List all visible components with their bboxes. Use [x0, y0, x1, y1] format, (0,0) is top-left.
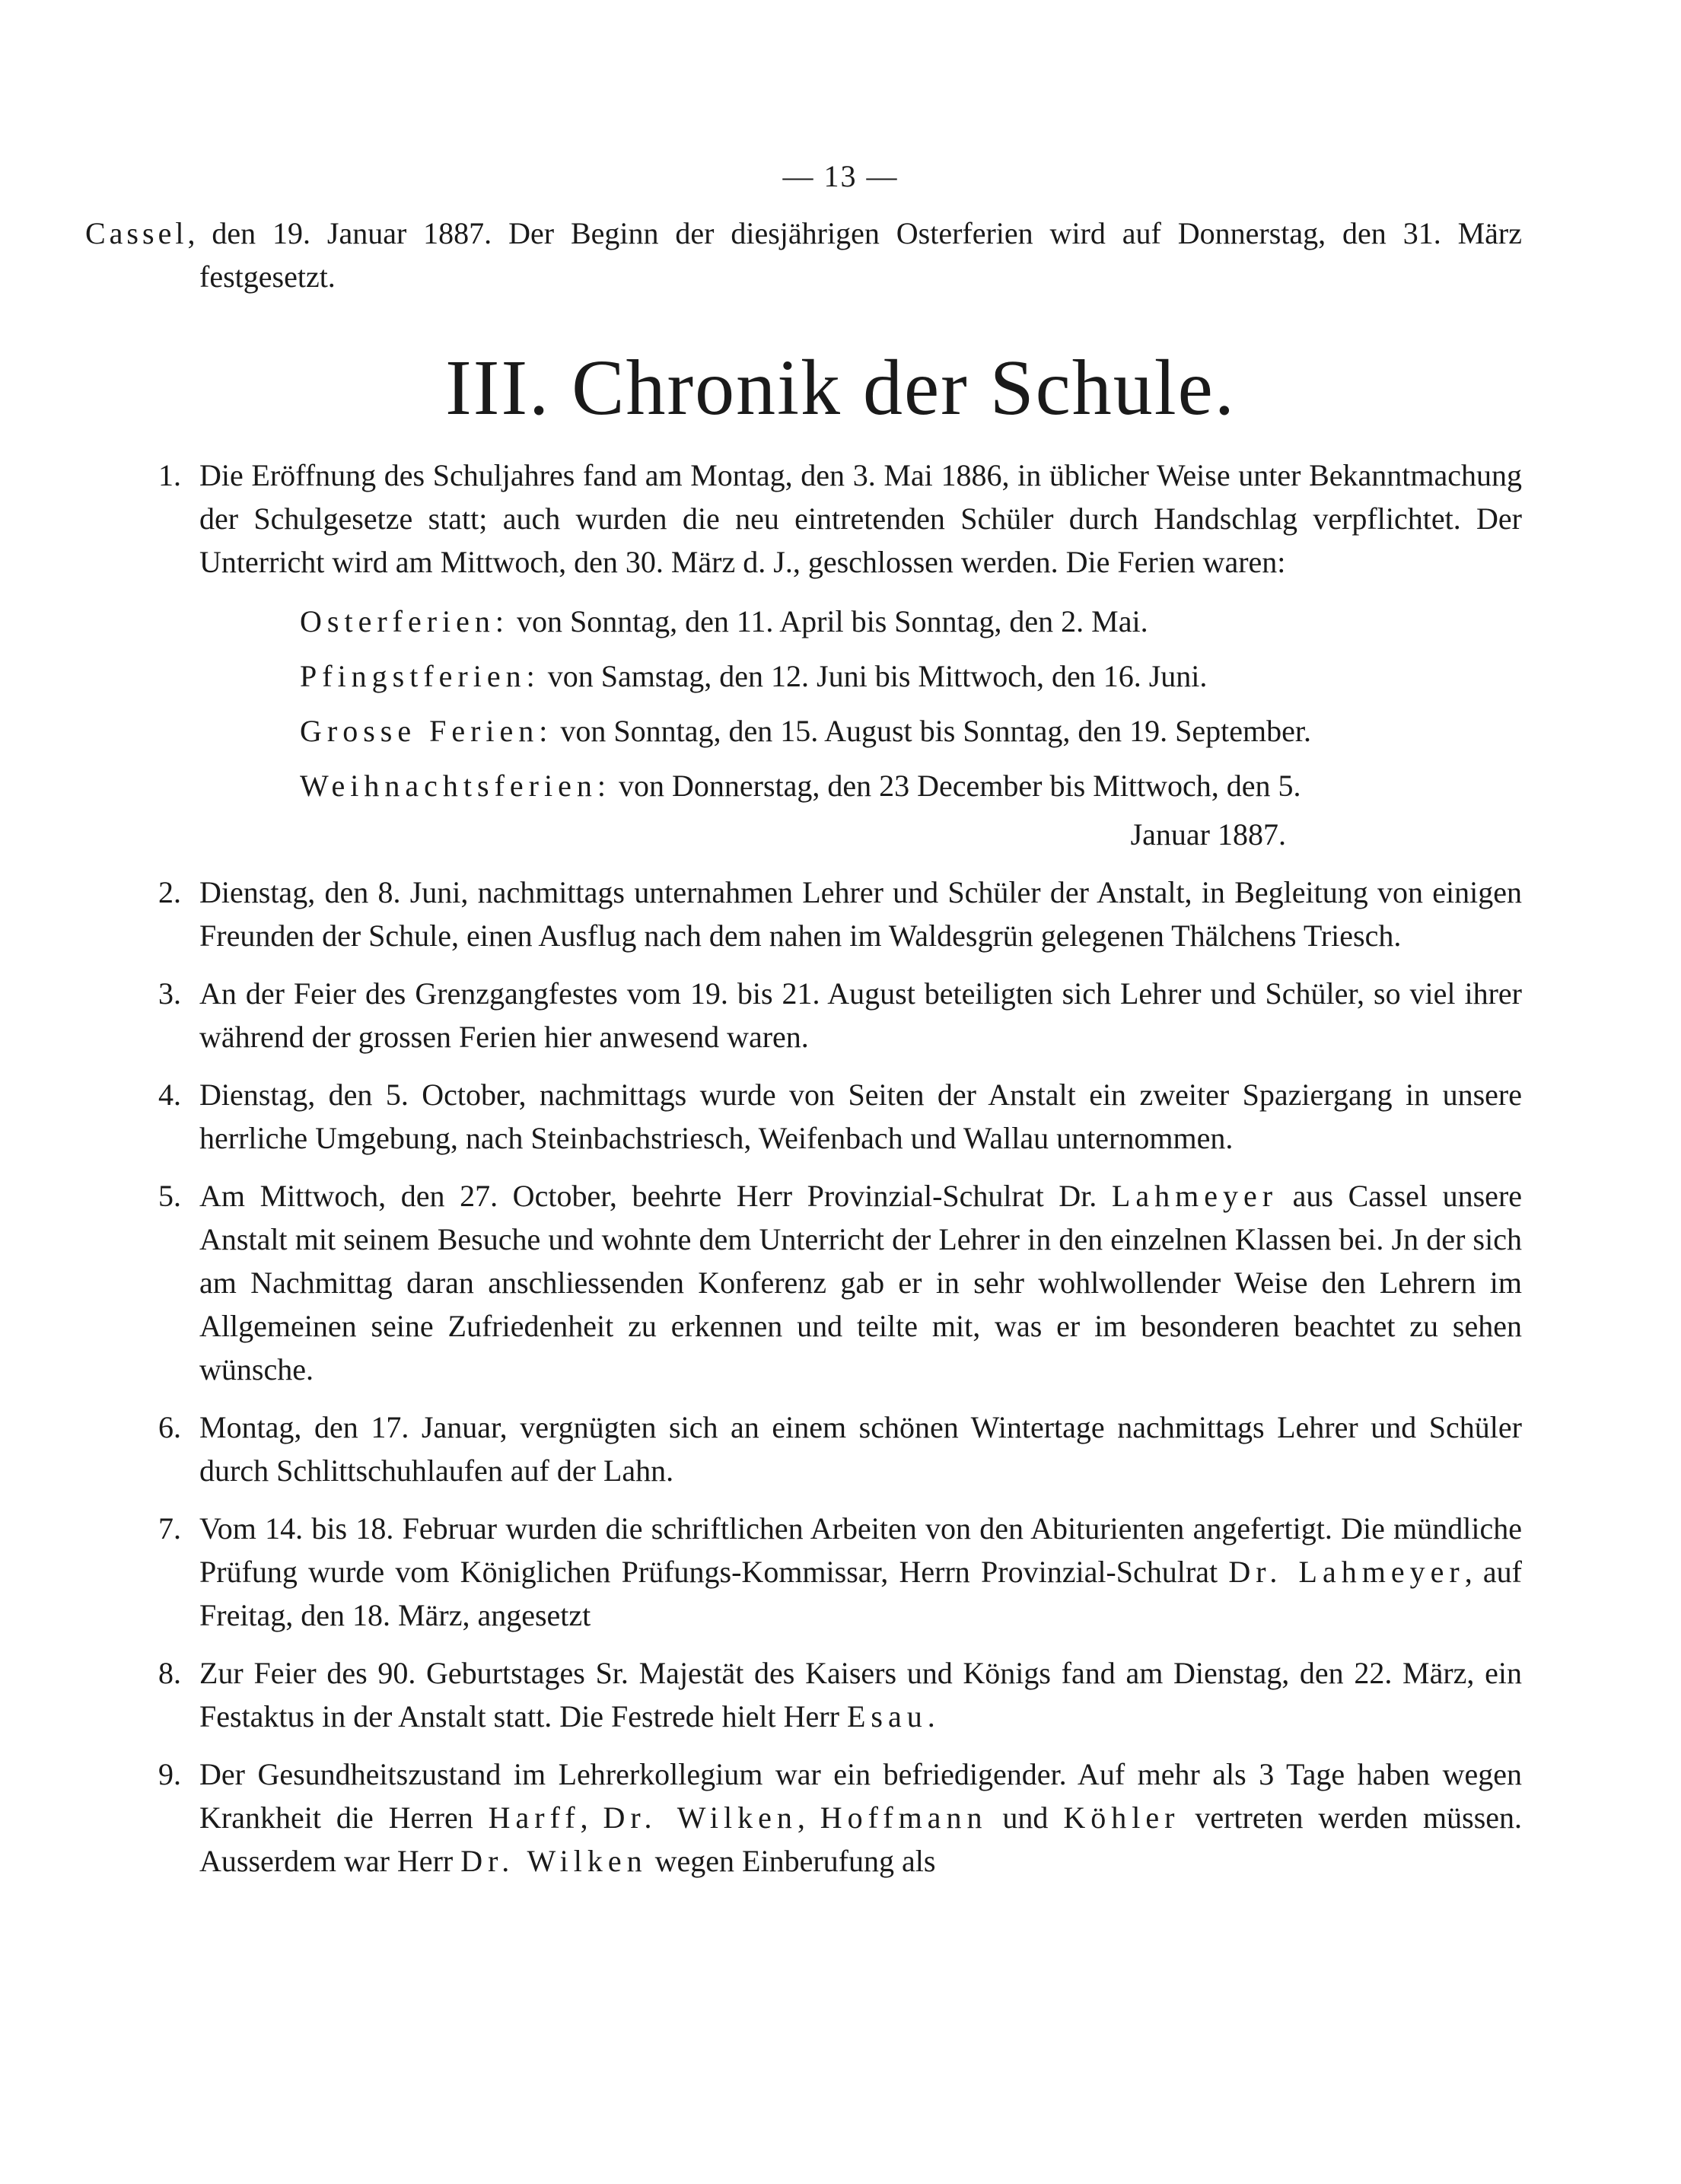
page-number: — 13 —	[782, 159, 899, 193]
item-number: 9.	[158, 1757, 181, 1791]
holiday-entry	[199, 704, 1522, 759]
item-number: 1.	[158, 458, 181, 492]
holiday-continuation: Januar 1887.	[1130, 817, 1286, 852]
person-name: Harff	[488, 1800, 581, 1835]
holiday-entry	[199, 594, 1522, 649]
item-text: Vom 14. bis 18. Februar wurden die schriftlichen Arbeiten von den Abiturienten angefertigt. Die mündliche Prüfung wurde vom Königlichen Prüfungs-Kommissar, Herrn Provinzial-Schulrat	[199, 1511, 1522, 1589]
item-number: 7.	[158, 1511, 181, 1546]
name-separator: ,	[580, 1800, 588, 1835]
person-name: Lahmeyer	[1111, 1179, 1278, 1213]
item-text: , auf Freitag, den 18. März, angesetzt	[199, 1555, 1523, 1632]
item-text: Am Mittwoch, den 27. October, beehrte Herr Provinzial-Schulrat Dr.	[199, 1179, 1097, 1213]
list-item	[85, 1651, 1522, 1738]
holiday-entry	[199, 759, 1522, 856]
item-text: Der Gesundheitszustand im Lehrerkollegium war ein befriedigender. Auf mehr als 3 Tage haben wegen Krankheit die Herren	[199, 1757, 1522, 1835]
holiday-dates: von Donnerstag, den 23 December bis Mittwoch, den 5.	[618, 769, 1301, 803]
list-item	[85, 1753, 1522, 1883]
item-number: 5.	[158, 1179, 181, 1213]
name-separator: und	[1002, 1800, 1049, 1835]
list-item	[85, 972, 1522, 1059]
chronicle-list	[85, 454, 1522, 1897]
holiday-name: Osterferien:	[300, 604, 510, 638]
person-name: Dr. Wilken	[603, 1800, 798, 1835]
holiday-name: Pfingstferien:	[300, 659, 540, 693]
intro-city: Cassel	[85, 216, 188, 250]
holiday-list	[199, 594, 1522, 856]
list-item	[85, 454, 1522, 856]
list-item	[85, 1073, 1522, 1160]
item-text: Die Eröffnung des Schuljahres fand am Montag, den 3. Mai 1886, in üblicher Weise unter Bekanntmachung der Schulgesetze statt; auch wurden die neu eintretenden Schüler durch Handschlag verpflichtet. Der Unterricht wird am Mittwoch, den 30. März d. J., geschlossen werden. Die Ferien waren:	[199, 458, 1522, 579]
item-text: Montag, den 17. Januar, vergnügten sich an einem schönen Wintertage nachmittags Lehrer und Schüler durch Schlittschuhlaufen auf der Lahn.	[199, 1410, 1522, 1488]
person-name: Hoffmann	[820, 1800, 988, 1835]
item-text: aus Cassel unsere Anstalt mit seinem Besuche und wohnte dem Unterricht der Lehrer in den einzelnen Klassen bei. Jn der sich am Nachmittag daran anschliessenden Konferenz gab er in sehr wohlwollender Weise den Lehrern im Allgemeinen seine Zufriedenheit zu erkennen und teilte mit, was er im besonderen beachtet zu sehen wünsche.	[199, 1179, 1523, 1386]
holiday-dates: von Sonntag, den 15. August bis Sonntag, den 19. September.	[560, 714, 1312, 748]
section-title: III. Chronik der Schule.	[445, 344, 1236, 431]
item-text: wegen Einberufung als	[654, 1844, 936, 1878]
holiday-entry	[199, 649, 1522, 704]
item-text: An der Feier des Grenzgangfestes vom 19. bis 21. August beteiligten sich Lehrer und Schüler, so viel ihrer während der grossen Ferien hier anwesend waren.	[199, 976, 1522, 1054]
item-number: 3.	[158, 976, 181, 1011]
item-number: 2.	[158, 875, 181, 909]
holiday-dates: von Sonntag, den 11. April bis Sonntag, den 2. Mai.	[517, 604, 1148, 638]
list-item	[85, 1507, 1522, 1637]
person-name: Esau.	[846, 1699, 941, 1734]
item-text: vertreten werden müssen. Ausserdem war Herr	[199, 1800, 1523, 1878]
item-number: 6.	[158, 1410, 181, 1444]
item-number: 8.	[158, 1656, 181, 1690]
person-name: Dr. Wilken	[460, 1844, 648, 1878]
intro-paragraph	[85, 212, 1522, 298]
holiday-name: Weihnachtsferien:	[300, 769, 611, 803]
item-text: Zur Feier des 90. Geburtstages Sr. Majestät des Kaisers und Königs fand am Dienstag, den 22. März, ein Festaktus in der Anstalt statt. Die Festrede hielt Herr	[199, 1656, 1522, 1734]
item-text: Dienstag, den 5. October, nachmittags wurde von Seiten der Anstalt ein zweiter Spaziergang in unsere herrliche Umgebung, nach Steinbachstriesch, Weifenbach und Wallau unternommen.	[199, 1078, 1522, 1155]
person-name: Köhler	[1063, 1800, 1180, 1835]
item-text: Dienstag, den 8. Juni, nachmittags unternahmen Lehrer und Schüler der Anstalt, in Begleitung von einigen Freunden der Schule, einen Ausflug nach dem nahen im Waldesgrün gelegenen Thälchens Triesch.	[199, 875, 1522, 953]
holiday-dates: von Samstag, den 12. Juni bis Mittwoch, den 16. Juni.	[547, 659, 1208, 693]
holiday-name: Grosse Ferien:	[300, 714, 553, 748]
list-item	[85, 871, 1522, 957]
name-separator: ,	[797, 1800, 805, 1835]
list-item	[85, 1174, 1522, 1391]
item-number: 4.	[158, 1078, 181, 1112]
person-name: Dr. Lahmeyer	[1228, 1555, 1465, 1589]
intro-text: , den 19. Januar 1887. Der Beginn der diesjährigen Osterferien wird auf Donnerstag, den 31. März festgesetzt.	[187, 216, 1522, 294]
list-item	[85, 1406, 1522, 1492]
